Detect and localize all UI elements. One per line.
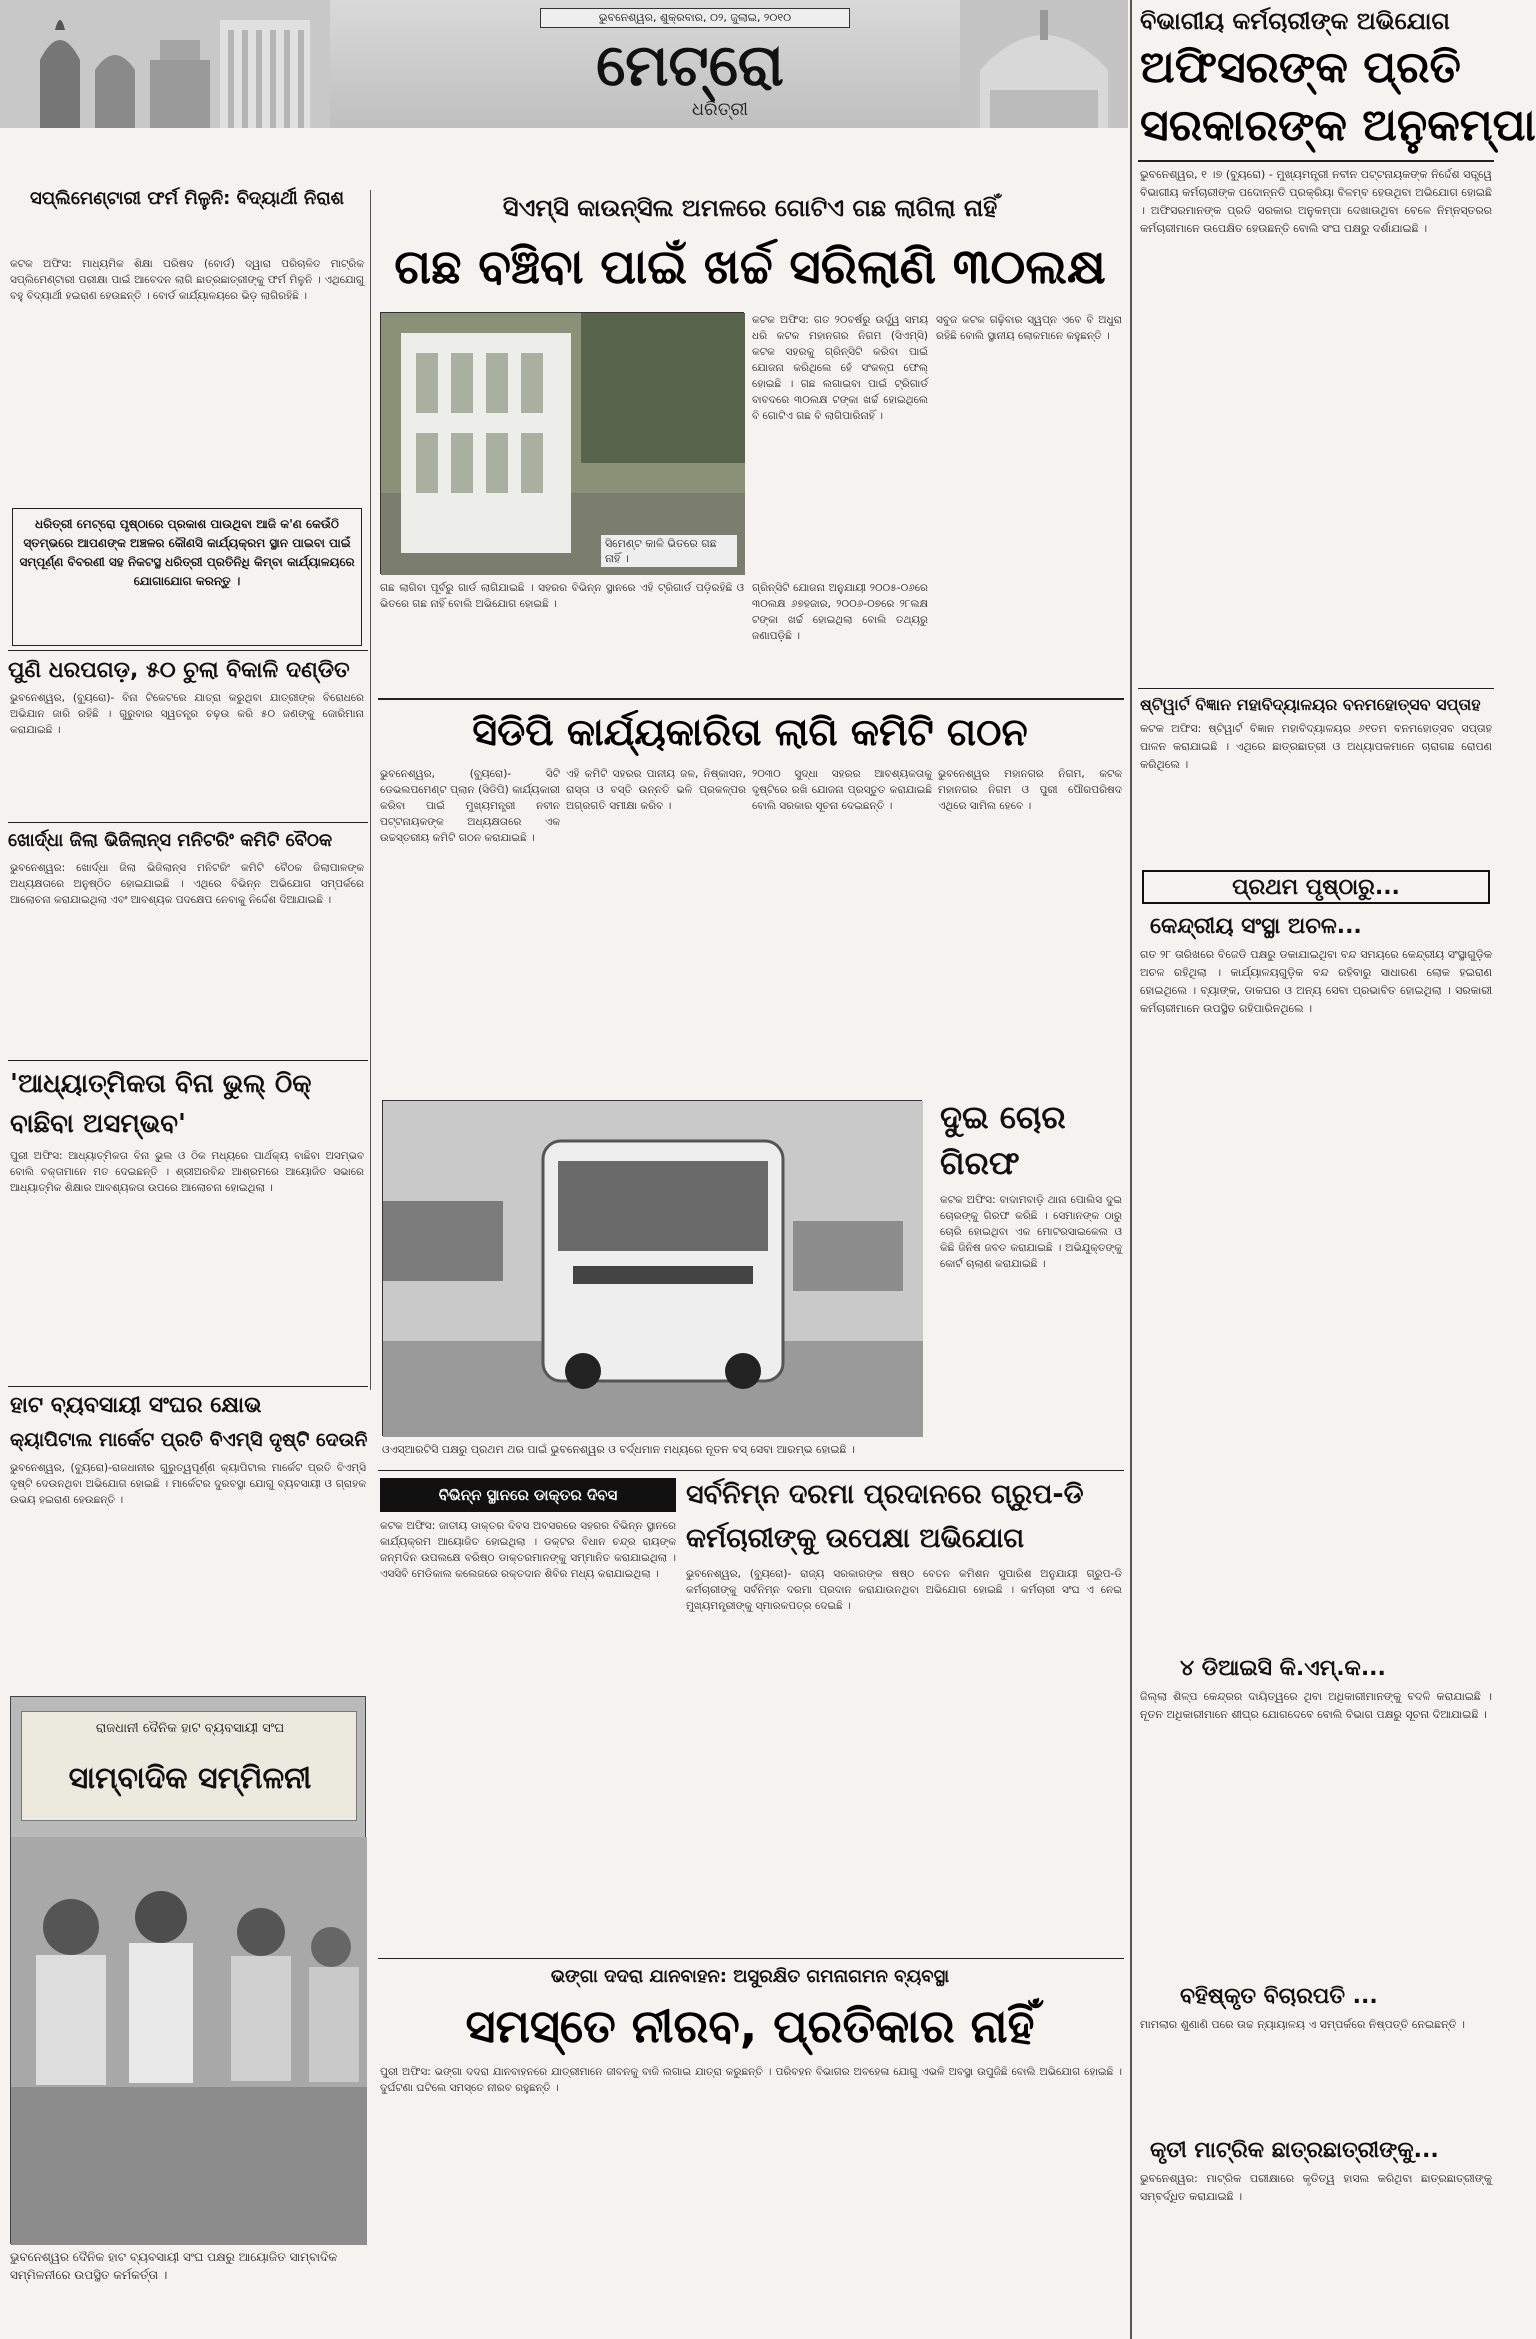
right-kicker: ବିଭାଗୀୟ କର୍ମଚାରୀଙ୍କ ଅଭିଯୋଗ bbox=[1140, 7, 1450, 35]
vigilance-headline: ଖୋର୍ଦ୍ଧା ଜିଲା ଭିଜିଲାନ୍ସ ମନିଟରିଂ କମିଟି ବୈଠକ bbox=[8, 830, 333, 851]
haat-headline: ହାଟ ବ୍ୟବସାୟୀ ସଂଘର କ୍ଷୋଭ bbox=[10, 1393, 262, 1418]
traffic-kicker: ଭଙ୍ଗା ଦଦରା ଯାନବାହନ: ଅସୁରକ୍ଷିତ ଗମନାଗମନ ବ୍ୟବସ୍ଥା bbox=[550, 1966, 950, 1987]
doctors-day-tag: ବିଭିନ୍ନ ସ୍ଥାନରେ ଡାକ୍ତର ଦିବସ bbox=[380, 1478, 676, 1512]
vigilance-body: ଭୁବନେଶ୍ୱର: ଖୋର୍ଦ୍ଧା ଜିଲା ଭିଜିଲାନ୍ସ ମନିଟରିଂ କମିଟି ବୈଠକ ଜିଲାପାଳଙ୍କ ଅଧ୍ୟକ୍ଷତାରେ ଅନୁଷ୍ଠିତ ହୋଇଯାଇଛି । ଏଥିରେ ବିଭିନ୍ନ ଅଭିଯୋଗ ସମ୍ପର୍କରେ ଆଲୋଚନା କରାଯାଇଥିଲା ଏବଂ ଆବଶ୍ୟକ ପଦକ୍ଷେପ ନେବାକୁ ନିର୍ଦ୍ଦେଶ ଦିଆଯାଇଛି । bbox=[10, 862, 364, 906]
lead-headline: ଗଛ ବଞ୍ଚିବା ପାଇଁ ଖର୍ଚ୍ଚ ସରିଲାଣି ୩୦ଲକ୍ଷ bbox=[394, 239, 1106, 295]
bus-illustration bbox=[383, 1101, 923, 1437]
rule bbox=[1138, 688, 1494, 689]
cont2-body: ଜିଲ୍ଲା ଶିଳ୍ପ କେନ୍ଦ୍ରର ଦାୟିତ୍ୱରେ ଥିବା ଅଧିକାରୀମାନଙ୍କୁ ବଦଳି କରାଯାଇଛି । ନୂତନ ଅଧିକାରୀମାନେ ଶୀଘ୍ର ଯୋଗଦେବେ ବୋଲି ବିଭାଗ ପକ୍ଷରୁ ସୂଚନା ଦିଆଯାଇଛି । bbox=[1140, 1690, 1492, 1721]
cdp-body-1: ଭୁବନେଶ୍ୱର, (ବ୍ୟୁରୋ)- ସିଟି ଡେଭଲପମେଣ୍ଟ ପ୍ଲାନ (ସିଡିପି) କାର୍ଯ୍ୟକାରୀ କରିବା ପାଇଁ ମୁଖ୍ୟମନ୍ତ୍ରୀ ନବୀନ ପଟ୍ଟନାୟକଙ୍କ ଅଧ୍ୟକ୍ଷତାରେ ଏକ ଉଚ୍ଚସ୍ତରୀୟ କମିଟି ଗଠନ କରାଯାଇଛି । bbox=[380, 768, 560, 844]
right-headline-2: ସରକାରଙ୍କ ଅନୁକମ୍ପା bbox=[1140, 100, 1536, 151]
haat-body: ଭୁବନେଶ୍ୱର, (ବ୍ୟୁରୋ)-ରାଜଧାନୀର ଗୁରୁତ୍ୱପୂର୍ଣ୍ଣ କ୍ୟାପିଟାଲ ମାର୍କେଟ ପ୍ରତି ବିଏମ୍‌ସି ଦୃଷ୍ଟି ଦେଉନଥିବା ଅଭିଯୋଗ ହୋଇଛି । ମାର୍କେଟର ଦୁରବସ୍ଥା ଯୋଗୁ ବ୍ୟବସାୟୀ ଓ ଗ୍ରାହକ ଉଭୟ ହଇରାଣ ହେଉଛନ୍ତି । bbox=[10, 1462, 366, 1506]
traffic-body: ପୁରୀ ଅଫିସ: ଭଙ୍ଗା ଦଦରା ଯାନବାହନରେ ଯାତ୍ରୀମାନେ ଜୀବନକୁ ବାଜି ଲଗାଇ ଯାତ୍ରା କରୁଛନ୍ତି । ପରିବହନ ବିଭାଗର ଅବହେଳା ଯୋଗୁ ଏଭଳି ଅବସ୍ଥା ଉପୁଜିଛି ବୋଲି ଅଭିଯୋଗ ହୋଇଛି । ଦୁର୍ଘଟଣା ଘଟିଲେ ସମସ୍ତେ ନୀରବ ରହୁଛନ୍ତି । bbox=[380, 2066, 1122, 2094]
banner bbox=[21, 1711, 357, 1821]
rule bbox=[378, 1958, 1124, 1959]
stewart-body: କଟକ ଅଫିସ: ଷ୍ଟିୱାର୍ଟ ବିଜ୍ଞାନ ମହାବିଦ୍ୟାଳୟର ୬୧ତମ ବନମହୋତ୍ସବ ସପ୍ତାହ ପାଳନ କରାଯାଇଛି । ଏଥିରେ ଛାତ୍ରଛାତ୍ରୀ ଓ ଅଧ୍ୟାପକମାନେ ଚାରାଗଛ ରୋପଣ କରିଥିଲେ । bbox=[1140, 722, 1492, 771]
treeguard-caption: ସିମେଣ୍ଟ କାଳି ଭିତରେ ଗଛ ନାହିଁ । bbox=[601, 535, 737, 567]
dome-illustration bbox=[960, 0, 1128, 128]
cdp-body-4: ଭୁବନେଶ୍ୱର ମହାନଗର ନିଗମ, କଟକ ମହାନଗର ନିଗମ ଓ ପୁରୀ ପୌରପରିଷଦ ଏଥିରେ ସାମିଲ ହେବେ । bbox=[938, 768, 1122, 812]
masthead-title: ମେଟ୍ରୋ bbox=[596, 31, 784, 99]
groupd-body: ଭୁବନେଶ୍ୱର, (ବ୍ୟୁରୋ)- ରାଜ୍ୟ ସରକାରଙ୍କ ଷଷ୍ଠ ବେତନ କମିଶନ ସୁପାରିଶ ଅନୁଯାୟୀ ଗ୍ରୁପ-ଡି କର୍ମଚାରୀଙ୍କୁ ସର୍ବନିମ୍ନ ଦରମା ପ୍ରଦାନ କରାଯାଉନଥିବା ଅଭିଯୋଗ ହୋଇଛି । କର୍ମଚାରୀ ସଂଘ ଏ ନେଇ ମୁଖ୍ୟମନ୍ତ୍ରୀଙ୍କୁ ସ୍ମାରକପତ୍ର ଦେଇଛି । bbox=[686, 1568, 1122, 1612]
cont1-body: ଗତ ୨୮ ତାରିଖରେ ବିଜେଡି ପକ୍ଷରୁ ଡକାଯାଇଥିବା ବନ୍ଦ ସମୟରେ କେନ୍ଦ୍ରୀୟ ସଂସ୍ଥାଗୁଡ଼ିକ ଅଚଳ ରହିଥିଲା । କାର୍ଯ୍ୟାଳୟଗୁଡ଼ିକ ବନ୍ଦ ରହିବାରୁ ସାଧାରଣ ଲୋକ ହଇରାଣ ହୋଇଥିଲେ । ବ୍ୟାଙ୍କ, ଡାକଘର ଓ ଅନ୍ୟ ସେବା ପ୍ରଭାବିତ ହୋଇଥିଲା । ସରକାରୀ କର୍ମଚାରୀମାନେ ଉପସ୍ଥିତ ରହିପାରିନଥିଲେ । bbox=[1140, 948, 1492, 1015]
stewart-headline: ଷ୍ଟିୱାର୍ଟ ବିଜ୍ଞାନ ମହାବିଦ୍ୟାଳୟର ବନମହୋତ୍ସବ ସପ୍ତାହ bbox=[1140, 695, 1481, 714]
cdp-body-3: ୨୦୩୦ ସୁଦ୍ଧା ସହରର ଆବଶ୍ୟକତାକୁ ଦୃଷ୍ଟିରେ ରଖି ଯୋଜନା ପ୍ରସ୍ତୁତ କରାଯାଇଛି ବୋଲି ସରକାର ସୂଚନା ଦେଇଛନ୍ତି । bbox=[752, 768, 932, 812]
traffic-headline: ସମସ୍ତେ ନୀରବ, ପ୍ରତିକାର ନାହିଁ bbox=[465, 1999, 1035, 2053]
press-meet-photo bbox=[10, 1696, 366, 2244]
rule bbox=[8, 1386, 368, 1387]
thieves-body: କଟକ ଅଫିସ: ବାଦାମବାଡ଼ି ଥାନା ପୋଲିସ ଦୁଇ ଚୋରଙ୍କୁ ଗିରଫ କରିଛି । ସେମାନଙ୍କ ଠାରୁ ଚୋରି ହୋଇଥିବା ଏକ ମୋଟରସାଇକେଲ ଓ କିଛି ଜିନିଷ ଜବତ କରାଯାଇଛି । ଅଭିଯୁକ୍ତଙ୍କୁ କୋର୍ଟ ଚାଲାଣ କରାଯାଇଛି । bbox=[940, 1194, 1122, 1270]
lead-body-col-3: ଗ୍ରିନ୍‌ସିଟି ଯୋଜନା ଅନୁଯାୟୀ ୨୦୦୫-୦୬ରେ ୩୦ଲକ୍ଷ ୬୭ହଜାର, ୨୦୦୬-୦୭ରେ ୨୮ଲକ୍ଷ ଟଙ୍କା ଖର୍ଚ୍ଚ ହୋଇଥିଲା ବୋଲି ତଥ୍ୟରୁ ଜଣାପଡ଼ିଛି । bbox=[752, 582, 928, 642]
rule bbox=[8, 822, 368, 823]
rule bbox=[1138, 160, 1494, 162]
masthead-subtitle: ଧରିତ୍ରୀ bbox=[691, 99, 749, 120]
cont1-head: କେନ୍ଦ୍ରୀୟ ସଂସ୍ଥା ଅଚଳ... bbox=[1150, 914, 1362, 939]
cont4-head: କୃତୀ ମାଟ୍ରିକ ଛାତ୍ରଛାତ୍ରୀଙ୍କୁ... bbox=[1150, 2138, 1439, 2163]
metro-notice-box: ଧରିତ୍ରୀ ମେଟ୍ରୋ ପୃଷ୍ଠାରେ ପ୍ରକାଶ ପାଉଥିବା ଆଜି କ'ଣ କେଉଁଠି ସ୍ତମ୍ଭରେ ଆପଣଙ୍କ ଅଞ୍ଚଳର କୌଣସି କାର୍ଯ୍ୟକ୍ରମ ସ୍ଥାନ ପାଇବା ପାଇଁ ସମ୍ପୂର୍ଣ୍ଣ ବିବରଣୀ ସହ ନିକଟସ୍ଥ ଧରିତ୍ରୀ ପ୍ରତିନିଧି କିମ୍ବା କାର୍ଯ୍ୟାଳୟରେ ଯୋଗାଯୋଗ କରନ୍ତୁ । bbox=[12, 508, 362, 646]
groupd-headline-2: କର୍ମଚାରୀଙ୍କୁ ଉପେକ୍ଷା ଅଭିଯୋଗ bbox=[686, 1523, 1025, 1554]
doctors-day-body: କଟକ ଅଫିସ: ଜାତୀୟ ଡାକ୍ତର ଦିବସ ଅବସରରେ ସହରର ବିଭିନ୍ନ ସ୍ଥାନରେ କାର୍ଯ୍ୟକ୍ରମ ଆୟୋଜିତ ହୋଇଥିଲା । ଡକ୍ଟର ବିଧାନ ଚନ୍ଦ୍ର ରାୟଙ୍କ ଜନ୍ମଦିନ ଉପଲକ୍ଷେ ବରିଷ୍ଠ ଡାକ୍ତରମାନଙ୍କୁ ସମ୍ମାନିତ କରାଯାଇଥିଲା । ଏସସିବି ମେଡିକାଲ କଲେଜରେ ରକ୍ତଦାନ ଶିବିର ମଧ୍ୟ କରାଯାଇଥିଲା । bbox=[380, 1520, 676, 1580]
right-headline-1: ଅଫିସରଙ୍କ ପ୍ରତି bbox=[1140, 42, 1461, 93]
raid-headline: ପୁଣି ଧରପଗଡ଼, ୫୦ ଚୁଲା ବିକାଳି ଦଣ୍ଡିତ bbox=[8, 658, 350, 683]
rule bbox=[8, 1060, 368, 1061]
lead-body-col-2: ଗଛ ଲାଗିବା ପୂର୍ବରୁ ଗାର୍ଡ ଲାଗିଯାଇଛି । ସହରର ବିଭିନ୍ନ ସ୍ଥାନରେ ଏହି ଟ୍ରିଗାର୍ଡ ପଡ଼ିରହିଛି ଓ ଭିତରେ ଗଛ ନାହିଁ ବୋଲି ଅଭିଯୋଗ ହୋଇଛି । bbox=[380, 582, 744, 610]
cdp-headline: ସିଡିପି କାର୍ଯ୍ୟକାରିତା ଲାଗି କମିଟି ଗଠନ bbox=[472, 710, 1028, 754]
thieves-headline: ଦୁଇ ଚୋର ଗିରଫ bbox=[940, 1098, 1066, 1182]
temple-illustration bbox=[0, 0, 330, 128]
rule bbox=[8, 650, 368, 651]
spirituality-headline: 'ଆଧ୍ୟାତ୍ମିକତା ବିନା ଭୁଲ୍ ଠିକ୍ ବାଛିବା ଅସମ୍ଭବ' bbox=[10, 1069, 312, 1139]
right-column-divider bbox=[1130, 0, 1132, 2339]
groupd-headline-1: ସର୍ବନିମ୍ନ ଦରମା ପ୍ରଦାନରେ ଗ୍ରୁପ-ଡି bbox=[686, 1479, 1084, 1510]
cont4-body: ଭୁବନେଶ୍ୱର: ମାଟ୍ରିକ ପରୀକ୍ଷାରେ କୃତିତ୍ୱ ହାସଲ କରିଥିବା ଛାତ୍ରଛାତ୍ରୀଙ୍କୁ ସମ୍ବର୍ଦ୍ଧିତ କରାଯାଇଛି । bbox=[1140, 2172, 1492, 2203]
lead-body-col-1: କଟକ ଅଫିସ: ଗତ ୨୦ବର୍ଷରୁ ଉର୍ଦ୍ଧ୍ୱ ସମୟ ଧରି କଟକ ମହାନଗର ନିଗମ (ସିଏମ୍‌ସି) କଟକ ସହରକୁ ଗ୍ରିନ୍‌ସିଟି କରିବା ପାଇଁ ଯୋଜନା କରିଥିଲେ ହେଁ ସଂକଳ୍ପ ଫେଲ୍‌ ହୋଇଛି । ଗଛ ଲଗାଇବା ପାଇଁ ଟ୍ରିଗାର୍ଡ ବାବଦରେ ୩୦ଲକ୍ଷ ଟଙ୍କା ଖର୍ଚ୍ଚ ହୋଇଥିଲେ ବି ଗୋଟିଏ ଗଛ ବି ଲାଗିପାରିନାହିଁ । bbox=[752, 314, 928, 422]
cont2-head: ୪ ଡିଆଇସି କି.ଏମ୍.କ... bbox=[1180, 1656, 1386, 1681]
spirituality-body: ପୁରୀ ଅଫିସ: ଆଧ୍ୟାତ୍ମିକତା ବିନା ଭୁଲ ଓ ଠିକ ମଧ୍ୟରେ ପାର୍ଥକ୍ୟ ବାଛିବା ଅସମ୍ଭବ ବୋଲି ବକ୍ତାମାନେ ମତ ଦେଇଛନ୍ତି । ଶ୍ରୀଅରବିନ୍ଦ ଆଶ୍ରମରେ ଆୟୋଜିତ ସଭାରେ ଆଧ୍ୟାତ୍ମିକ ଶିକ୍ଷାର ଆବଶ୍ୟକତା ଉପରେ ଆଲୋଚନା ହୋଇଥିଲା । bbox=[10, 1150, 364, 1194]
cdp-body-2: ଏହି କମିଟି ସହରର ପାନୀୟ ଜଳ, ନିଷ୍କାସନ, ରାସ୍ତା ଓ ବସ୍ତି ଉନ୍ନତି ଭଳି ପ୍ରକଳ୍ପର ଅଗ୍ରଗତି ସମୀକ୍ଷା କରିବ । bbox=[566, 768, 746, 812]
people-illustration bbox=[11, 1837, 367, 2245]
supplementary-headline: ସପ୍ଲିମେଣ୍ଟାରୀ ଫର୍ମ ମିଳୁନି: ବିଦ୍ୟାର୍ଥୀ ନିରାଶ bbox=[29, 188, 345, 209]
rule bbox=[378, 1470, 1124, 1471]
bus-photo bbox=[382, 1100, 922, 1436]
press-meet-caption: ଭୁବନେଶ୍ୱର ଦୈନିକ ହାଟ ବ୍ୟବସାୟୀ ସଂଘ ପକ୍ଷରୁ ଆୟୋଜିତ ସାମ୍ବାଦିକ ସମ୍ମିଳନୀରେ ଉପସ୍ଥିତ କର୍ମକର୍ତ୍ତା । bbox=[10, 2250, 338, 2282]
capital-market-headline: କ୍ୟାପିଟାଲ ମାର୍କେଟ ପ୍ରତି ବିଏମ୍‌ସି ଦୃଷ୍ଟି ଦେଉନି bbox=[10, 1429, 368, 1451]
lead-body-col-4: ସବୁଜ କଟକ ଗଢ଼ିବାର ସ୍ୱପ୍ନ ଏବେ ବି ଅଧୁରା ରହିଛି ବୋଲି ସ୍ଥାନୀୟ ଲୋକମାନେ କହୁଛନ୍ତି । bbox=[936, 314, 1122, 342]
continued-banner: ପ୍ରଥମ ପୃଷ୍ଠାରୁ... bbox=[1142, 870, 1490, 904]
lead-kicker: ସିଏମ୍‌ସି କାଉନ୍‌ସିଲ ଅମଳରେ ଗୋଟିଏ ଗଛ ଲାଗିଲା ନାହିଁ bbox=[502, 194, 998, 222]
banner-line-1: ରାଜଧାନୀ ଦୈନିକ ହାଟ ବ୍ୟବସାୟୀ ସଂଘ bbox=[95, 1721, 285, 1736]
dateline: ଭୁବନେଶ୍ୱର, ଶୁକ୍ରବାର, ୦୨, ଜୁଲାଇ, ୨୦୧୦ bbox=[540, 8, 850, 28]
supplementary-body: କଟକ ଅଫିସ: ମାଧ୍ୟମିକ ଶିକ୍ଷା ପରିଷଦ (ବୋର୍ଡ) ଦ୍ୱାରା ପରିଚାଳିତ ମାଟ୍ରିକ ସପ୍ଲିମେଣ୍ଟାରୀ ପରୀକ୍ଷା ପାଇଁ ଆବେଦନ ଲାଗି ଛାତ୍ରଛାତ୍ରୀଙ୍କୁ ଫର୍ମ ମିଳୁନି । ଏଥିଯୋଗୁ ବହୁ ବିଦ୍ୟାର୍ଥୀ ହଇରାଣ ହେଉଛନ୍ତି । ବୋର୍ଡ କାର୍ଯ୍ୟାଳୟରେ ଭିଡ଼ ଲାଗିରହିଛି । bbox=[10, 258, 364, 302]
masthead bbox=[0, 0, 1128, 128]
bus-caption: ଓଏସ୍‌ଆରଟିସି ପକ୍ଷରୁ ପ୍ରଥମ ଥର ପାଇଁ ଭୁବନେଶ୍ୱର ଓ ବର୍ଦ୍ଧମାନ ମଧ୍ୟରେ ନୂତନ ବସ୍ ସେବା ଆରମ୍ଭ ହୋଇଛି । bbox=[382, 1443, 855, 1456]
right-body: ଭୁବନେଶ୍ୱର, ୧ ।୭ (ବ୍ୟୁରୋ) - ମୁଖ୍ୟମନ୍ତ୍ରୀ ନବୀନ ପଟ୍ଟନାୟକଙ୍କ ନିର୍ଦ୍ଦେଶ ସତ୍ତ୍ୱେ ବିଭାଗୀୟ କର୍ମଚାରୀଙ୍କ ପଦୋନ୍ନତି ପ୍ରକ୍ରିୟା ବିଳମ୍ବ ହେଉଥିବା ଅଭିଯୋଗ ହୋଇଛି । ଅଫିସରମାନଙ୍କ ପ୍ରତି ସରକାର ଅନୁକମ୍ପା ଦେଖାଉଥିବା ବେଳେ ନିମ୍ନସ୍ତରର କର୍ମଚାରୀମାନେ ଉପେକ୍ଷିତ ହେଉଛନ୍ତି ବୋଲି ସଂଘ ପକ୍ଷରୁ ଦର୍ଶାଯାଇଛି । bbox=[1140, 168, 1492, 235]
cont3-head: ବହିଷ୍କୃତ ବିଚାରପତି ... bbox=[1180, 1984, 1378, 2009]
left-column-divider bbox=[370, 190, 371, 1390]
treeguard-photo bbox=[380, 312, 744, 574]
banner-line-2: ସାମ୍ବାଦିକ ସମ୍ମିଳନୀ bbox=[68, 1761, 312, 1796]
rule bbox=[378, 698, 1124, 700]
raid-body: ଭୁବନେଶ୍ୱର, (ବ୍ୟୁରୋ)- ବିନା ଟିକେଟରେ ଯାତ୍ରା କରୁଥିବା ଯାତ୍ରୀଙ୍କ ବିରୋଧରେ ଅଭିଯାନ ଜାରି ରହିଛି । ଗୁରୁବାର ସ୍ୱତନ୍ତ୍ର ଚଢ଼ଉ କରି ୫୦ ଜଣଙ୍କୁ ଜୋରିମାନା କରାଯାଇଛି । bbox=[10, 692, 364, 736]
cont3-body: ମାମଲାର ଶୁଣାଣି ପରେ ଉଚ୍ଚ ନ୍ୟାୟାଳୟ ଏ ସମ୍ପର୍କରେ ନିଷ୍ପତ୍ତି ନେଇଛନ୍ତି । bbox=[1140, 2018, 1465, 2031]
